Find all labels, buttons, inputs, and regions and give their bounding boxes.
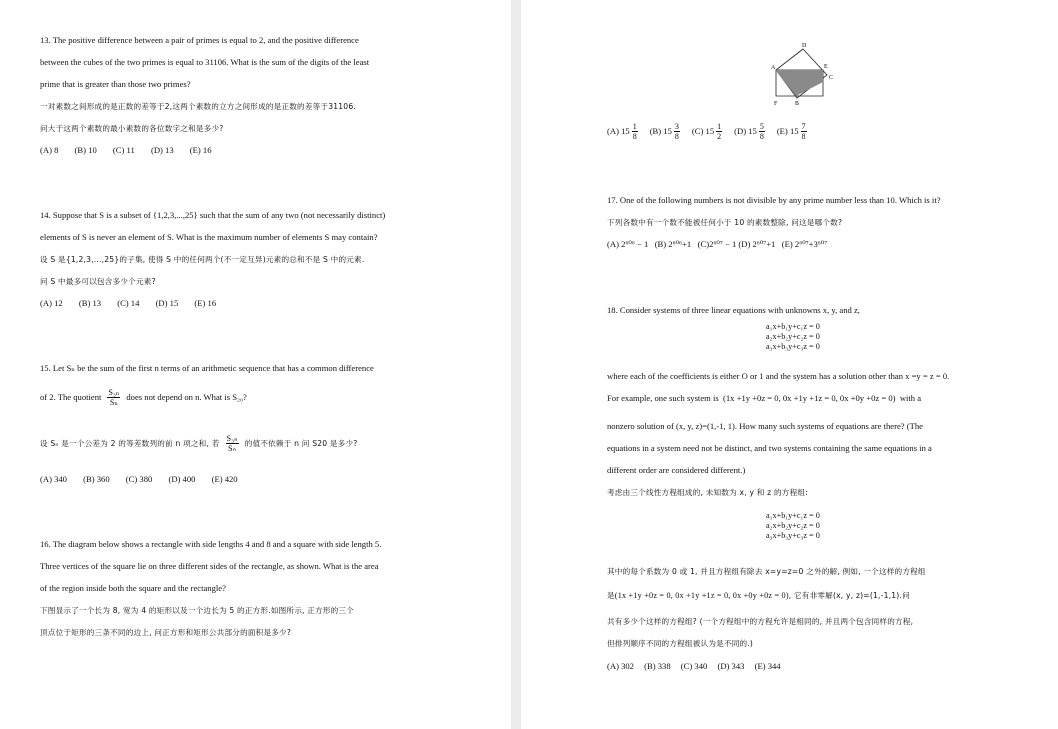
choice: (E) 344 [754, 661, 781, 671]
q15-quotient [107, 388, 120, 407]
label-e: E [824, 64, 828, 70]
fraction-numerator: 7 [801, 122, 806, 131]
q16-cn-line1: 下图显示了一个长为 8, 宽为 4 的矩形以及一个边长为 5 的正方形.如图所示, 正方形的三个 [40, 606, 355, 615]
q18-example-system: (1x +1y +0z = 0, 0x +1y +1z = 0, 0x +0y +0z = 0) [723, 393, 896, 403]
fraction-numerator: 3 [674, 122, 679, 131]
fraction-denominator: 8 [632, 132, 637, 141]
q18-cn-line4: 共有多少个这样的方程组? (一个方程组中的方程允许是相同的, 并且两个包含同样的方程, [607, 617, 914, 626]
q14-cn-line1: 设 S 是{1,2,3,...,25}的子集, 使得 S 中的任何两个(不一定互异)元素的总和不是 S 中的元素. [40, 255, 365, 264]
q16-line2: Three vertices of the square lie on three different sides of the rectangle, as shown. What is the area [40, 561, 379, 571]
choice: (E) 16 [189, 145, 212, 155]
q15-cn-line [40, 434, 358, 453]
label-b: B [795, 101, 800, 107]
choice: (B) 338 [644, 661, 671, 671]
choice: (D) 343 [717, 661, 745, 671]
overlap-region [776, 70, 823, 96]
choice-letter: (B) [649, 126, 662, 136]
choice-whole: 15 [748, 126, 757, 136]
q13-line2: between the cubes of the two primes is equal to 31106. What is the sum of the digits of the least [40, 57, 370, 67]
choice-fraction [759, 122, 765, 141]
choice: (D) 400 [168, 474, 196, 484]
equation: a₂x+b₂y+c₂z = 0 [766, 521, 820, 530]
choice: (C) 11 [112, 145, 135, 155]
choice: (D) 13 [150, 145, 174, 155]
q15-choices [40, 474, 252, 485]
choice [650, 122, 682, 141]
q14-cn-line2: 问 S 中最多可以包含多少个元素? [40, 277, 156, 286]
q18-line1: 18. Consider systems of three linear equations with unknowns x, y, and z, [607, 305, 860, 315]
fraction-denominator: 8 [674, 132, 679, 141]
q17-cn-line1: 下列各数中有一个数不能被任何小于 10 的素数整除, 问这是哪个数? [607, 218, 843, 227]
choice: (D) 15 [155, 298, 179, 308]
choice-whole: 15 [663, 126, 672, 136]
choice: (E) 420 [211, 474, 238, 484]
equation: a₁x+b₁y+c₁z = 0 [766, 322, 820, 331]
fraction-numerator: 5 [759, 122, 764, 131]
q13-cn-line2: 问大于这两个素数的最小素数的各位数字之和是多少? [40, 124, 224, 133]
left-page [0, 0, 511, 729]
q15-text-b: does not depend on n. What is S₂₀? [126, 392, 247, 402]
q14-choices [40, 298, 230, 309]
choice: (A) 8 [40, 145, 59, 155]
choice: (A) 340 [40, 474, 67, 484]
q16-choices [607, 122, 819, 141]
fraction-numerator: S₃ₙ [226, 434, 238, 443]
q18-line2: where each of the coefficients is either O or 1 and the system has a solution other than x =y = z = 0. [607, 371, 950, 381]
q17-choices: (A) 2⁶⁰⁶ − 1 (B) 2⁶⁰⁶+1 (C)2⁶⁰⁷ − 1 (D) 2⁶⁰⁷+1 (E) 2⁶⁰⁷+3⁶⁰⁷ [607, 239, 828, 249]
choice [607, 122, 640, 141]
q18-cn-example-system: (1x +1y +0z = 0, 0x +1y +1z = 0, 0x +0y +0z = 0) [614, 591, 789, 600]
q13-line1: 13. The positive difference between a pair of primes is equal to 2, and the positive difference [40, 35, 359, 45]
q18-cn-line1: 考虑由三个线性方程组成的, 未知数为 x, y 和 z 的方程组: [607, 488, 808, 497]
q18-text-a: For example, one such system is [607, 393, 719, 403]
q18-line4: nonzero solution of (x, y, z)=(1,-1, 1). How many such systems of equations are there? (The [607, 421, 923, 431]
choice: (A) 302 [607, 661, 634, 671]
choice-letter: (C) [691, 126, 704, 136]
choice: (C) 380 [125, 474, 153, 484]
choice [692, 122, 724, 141]
q13-cn-line1: 一对素数之间形成的是正数的差等于2,这两个素数的立方之间形成的是正数的差等于31106. [40, 102, 356, 111]
q15-text-a: of 2. The quotient [40, 392, 102, 402]
q18-text-b: with a [899, 393, 922, 403]
q18-cn-line5: 但排列顺序不同的方程组被认为是不同的.) [607, 639, 754, 648]
fraction-denominator: Sₙ [228, 444, 237, 453]
q16-cn-line2: 顶点位于矩形的三条不同的边上, 问正方形和矩形公共部分的面积是多少? [40, 628, 292, 637]
equation: a₃x+b₃y+c₃z = 0 [766, 342, 820, 351]
choice-whole: 15 [621, 126, 630, 136]
q18-choices [607, 661, 795, 672]
choice: (B) 10 [74, 145, 97, 155]
choice-fraction [632, 122, 638, 141]
equation: a₂x+b₂y+c₂z = 0 [766, 332, 820, 341]
fraction-numerator: 1 [632, 122, 637, 131]
choice: (E) 16 [194, 298, 217, 308]
q18-cn-line3 [607, 590, 910, 601]
q15-cn-text-a: 设 Sₙ 是一个公差为 2 的等差数列的前 n 项之和, 若 [40, 439, 220, 448]
q18-line5: equations in a system need not be distinct, and two systems containing the same equations in a [607, 443, 932, 453]
equation: a₁x+b₁y+c₁z = 0 [766, 511, 820, 520]
q13-choices [40, 145, 226, 156]
choice: (C) 340 [680, 661, 708, 671]
q16-line1: 16. The diagram below shows a rectangle with side lengths 4 and 8 and a square with side length 5. [40, 539, 382, 549]
label-f: F [774, 101, 778, 107]
fraction-numerator: S₃ₙ [108, 388, 120, 397]
choice-fraction [801, 122, 807, 141]
equation: a₃x+b₃y+c₃z = 0 [766, 531, 820, 540]
choice: (B) 360 [83, 474, 110, 484]
q18-cn-equations [766, 511, 820, 541]
label-c: C [829, 75, 834, 81]
choice-fraction [674, 122, 680, 141]
choice-whole: 15 [789, 126, 799, 136]
fraction-numerator: 1 [717, 122, 722, 131]
q14-line2: elements of S is never an element of S. What is the maximum number of elements S may contain? [40, 232, 378, 242]
q18-cn-text-a: 是 [607, 591, 615, 600]
q18-cn-text-b: , 它有非零解(x, y, z)=(1,-1,1).问 [788, 591, 910, 600]
q15-line1: 15. Let Sₙ be the sum of the first n terms of an arithmetic sequence that has a common difference [40, 363, 374, 373]
choice: (C) 14 [117, 298, 140, 308]
choice-letter: (E) [776, 126, 788, 136]
choice [777, 122, 809, 141]
choice-letter: (D) [734, 126, 747, 136]
q18-line6: different order are considered different.) [607, 465, 746, 475]
fraction-denominator: 8 [801, 132, 806, 141]
choice-fraction [716, 122, 722, 141]
q15-line2 [40, 388, 247, 407]
fraction-denominator: 8 [759, 132, 764, 141]
choice-letter: (A) [607, 126, 619, 136]
q18-cn-line2: 其中的每个系数为 0 或 1, 并且方程组有除去 x=y=z=0 之外的解, 例如, 一个这样的方程组 [607, 567, 926, 576]
q16-line3: of the region inside both the square and the rectangle? [40, 583, 226, 593]
label-a: A [771, 65, 776, 71]
choice-whole: 15 [705, 126, 715, 136]
q17-line1: 17. One of the following numbers is not divisible by any prime number less than 10. Which is it? [607, 195, 941, 205]
label-d: D [802, 43, 807, 49]
right-page [521, 0, 1058, 729]
choice: (A) 12 [40, 298, 63, 308]
choice [734, 122, 767, 141]
q15-cn-quotient [226, 434, 239, 453]
q18-equations [766, 322, 820, 352]
q14-line1: 14. Suppose that S is a subset of {1,2,3,...,25} such that the sum of any two (not necessarily distinct) [40, 210, 386, 220]
fraction-denominator: Sₙ [109, 398, 118, 407]
q13-line3: prime that is greater than those two primes? [40, 79, 191, 89]
choice: (B) 13 [78, 298, 102, 308]
q18-line3 [607, 393, 921, 404]
q15-cn-text-b: 的值不依赖于 n 问 S20 是多少? [244, 439, 358, 448]
fraction-denominator: 2 [717, 132, 722, 141]
rectangle-square-diagram [761, 38, 841, 110]
